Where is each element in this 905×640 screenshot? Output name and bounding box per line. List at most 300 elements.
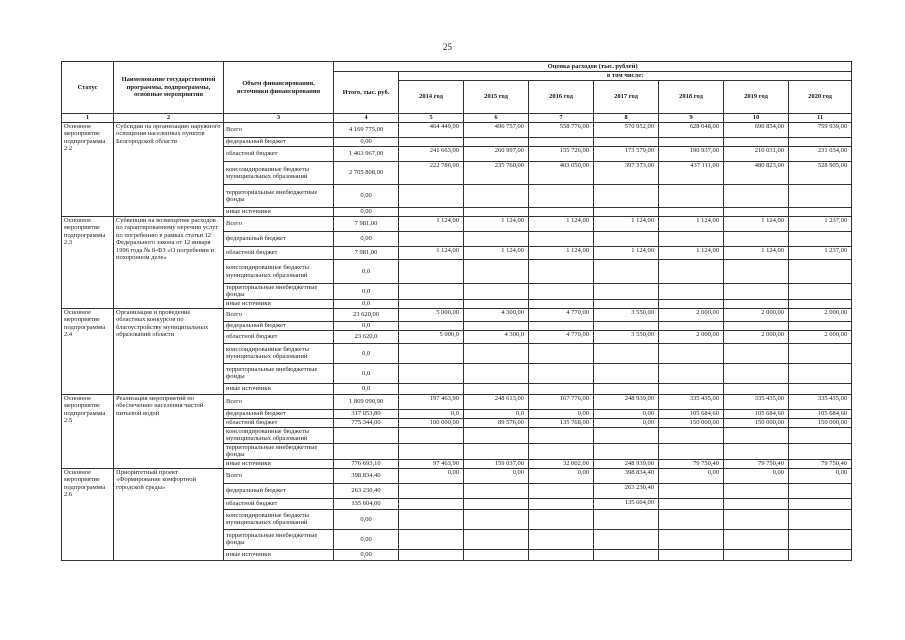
total-cell: 0,00 [334, 232, 399, 247]
year-value-cell [464, 443, 529, 459]
year-value-cell: 4 300,00 [464, 308, 529, 321]
year-value-cell [724, 498, 789, 509]
year-value-cell [789, 138, 852, 147]
year-value-cell: 690 854,00 [724, 123, 789, 138]
year-value-cell: 1 124,00 [724, 217, 789, 232]
year-value-cell [724, 138, 789, 147]
funding-source: консолидированные бюджеты муниципальных образований [224, 260, 334, 284]
year-value-cell [594, 383, 659, 394]
year-value-cell [724, 232, 789, 247]
year-value-cell [529, 343, 594, 363]
year-value-cell [464, 549, 529, 560]
total-cell [334, 427, 399, 443]
year-value-cell [529, 321, 594, 330]
total-cell: 0,0 [334, 284, 399, 300]
funding-source: федеральный бюджет [224, 138, 334, 147]
year-value-cell [399, 509, 464, 529]
year-value-cell [659, 321, 724, 330]
total-cell: 2 705 808,00 [334, 162, 399, 185]
year-value-cell [399, 443, 464, 459]
year-value-cell [464, 138, 529, 147]
year-value-cell [399, 260, 464, 284]
section-status: Основное мероприятие подпрограммы 2.6 [62, 468, 114, 560]
funding-source: областной бюджет [224, 418, 334, 427]
funding-source: территориальные внебюджетные фонды [224, 185, 334, 208]
year-value-cell [464, 260, 529, 284]
total-cell: 1 869 090,90 [334, 394, 399, 409]
year-value-cell [789, 509, 852, 529]
year-value-cell: 1 124,00 [659, 247, 724, 260]
year-value-cell [594, 549, 659, 560]
year-value-cell [399, 284, 464, 300]
year-value-cell: 1 124,00 [659, 217, 724, 232]
section-status: Основное мероприятие подпрограммы 2.2 [62, 123, 114, 217]
year-value-cell: 248 939,00 [594, 394, 659, 409]
year-value-cell [594, 443, 659, 459]
year-value-cell [594, 185, 659, 208]
funding-source: иные источники [224, 549, 334, 560]
year-value-cell [659, 483, 724, 498]
year-value-cell [464, 363, 529, 383]
year-value-cell: 335 435,00 [724, 394, 789, 409]
year-value-cell: 464 449,00 [399, 123, 464, 138]
year-value-cell [659, 363, 724, 383]
year-value-cell [789, 443, 852, 459]
year-value-cell [789, 549, 852, 560]
year-value-cell [659, 185, 724, 208]
total-cell: 1 463 967,00 [334, 147, 399, 162]
year-value-cell [529, 529, 594, 549]
funding-source: Всего [224, 123, 334, 138]
page-number: 25 [443, 42, 452, 52]
year-value-cell [594, 138, 659, 147]
year-value-cell [789, 498, 852, 509]
table-row [62, 217, 852, 232]
year-value-cell: 558 776,00 [529, 123, 594, 138]
total-cell: 0,00 [334, 138, 399, 147]
funding-source: федеральный бюджет [224, 409, 334, 418]
year-value-cell: 397 373,00 [594, 162, 659, 185]
total-cell: 263 230,40 [334, 483, 399, 498]
year-value-cell: 528 905,00 [789, 162, 852, 185]
funding-source: областной бюджет [224, 330, 334, 343]
year-value-cell [789, 260, 852, 284]
year-value-cell [529, 509, 594, 529]
section-status: Основное мероприятие подпрограммы 2.5 [62, 394, 114, 468]
year-value-cell: 241 663,00 [399, 147, 464, 162]
year-value-cell: 1 124,00 [399, 247, 464, 260]
year-value-cell: 32 002,00 [529, 459, 594, 468]
year-value-cell: 0,00 [529, 409, 594, 418]
year-value-cell [789, 483, 852, 498]
year-value-cell [659, 509, 724, 529]
year-value-cell [399, 138, 464, 147]
year-value-cell: 1 124,00 [529, 247, 594, 260]
year-value-cell: 2 000,00 [724, 330, 789, 343]
year-value-cell [464, 427, 529, 443]
year-value-cell: 403 050,00 [529, 162, 594, 185]
year-value-cell: 437 111,00 [659, 162, 724, 185]
funding-source: Всего [224, 308, 334, 321]
funding-source: консолидированные бюджеты муниципальных образований [224, 509, 334, 529]
funding-source: областной бюджет [224, 147, 334, 162]
year-value-cell [529, 363, 594, 383]
funding-source: федеральный бюджет [224, 483, 334, 498]
year-value-cell: 248 613,00 [464, 394, 529, 409]
year-value-cell [594, 363, 659, 383]
year-value-cell: 4 770,00 [529, 308, 594, 321]
total-cell: 23 620,00 [334, 308, 399, 321]
year-value-cell: 1 124,00 [724, 247, 789, 260]
funding-source: консолидированные бюджеты муниципальных образований [224, 427, 334, 443]
funding-source: Всего [224, 217, 334, 232]
year-value-cell: 335 435,00 [789, 394, 852, 409]
year-value-cell [724, 343, 789, 363]
year-value-cell [659, 260, 724, 284]
year-value-cell: 2 000,00 [789, 308, 852, 321]
funding-source: федеральный бюджет [224, 321, 334, 330]
year-value-cell [529, 208, 594, 217]
year-value-cell [464, 529, 529, 549]
table-row [62, 394, 852, 409]
total-cell: 0,0 [334, 363, 399, 383]
header-year-3: 2016 год [529, 81, 594, 114]
year-value-cell [529, 427, 594, 443]
header-year-5: 2018 год [659, 81, 724, 114]
year-value-cell: 105 684,60 [789, 409, 852, 418]
year-value-cell [789, 343, 852, 363]
section-name: Приоритетный проект «Формирование комфортной городской среды» [114, 468, 224, 560]
year-value-cell: 480 823,00 [724, 162, 789, 185]
year-value-cell [789, 363, 852, 383]
year-value-cell [529, 498, 594, 509]
total-cell: 0,0 [334, 299, 399, 308]
year-value-cell: 79 750,40 [724, 459, 789, 468]
year-value-cell: 759 939,00 [789, 123, 852, 138]
year-value-cell [659, 343, 724, 363]
total-cell [334, 443, 399, 459]
year-value-cell [659, 498, 724, 509]
year-value-cell: 1 237,00 [789, 217, 852, 232]
year-value-cell [529, 185, 594, 208]
year-value-cell: 231 034,00 [789, 147, 852, 162]
year-value-cell [659, 299, 724, 308]
year-value-cell [529, 549, 594, 560]
year-value-cell [594, 529, 659, 549]
year-value-cell: 105 684,60 [659, 409, 724, 418]
year-value-cell [724, 483, 789, 498]
year-value-cell: 190 937,00 [659, 147, 724, 162]
year-value-cell [789, 185, 852, 208]
year-value-cell [659, 284, 724, 300]
total-cell: 0,00 [334, 509, 399, 529]
funding-source: областной бюджет [224, 498, 334, 509]
year-value-cell [464, 232, 529, 247]
year-value-cell [594, 299, 659, 308]
year-value-cell: 97 463,90 [399, 459, 464, 468]
year-value-cell: 2 000,00 [659, 308, 724, 321]
year-value-cell [594, 427, 659, 443]
header-year-6: 2019 год [724, 81, 789, 114]
year-value-cell: 100 000,00 [399, 418, 464, 427]
table-row [62, 308, 852, 321]
year-value-cell: 2 000,00 [789, 330, 852, 343]
year-value-cell: 0,00 [464, 468, 529, 483]
year-value-cell [399, 383, 464, 394]
year-value-cell [659, 443, 724, 459]
year-value-cell [724, 299, 789, 308]
funding-source: Всего [224, 394, 334, 409]
year-value-cell: 0,00 [399, 468, 464, 483]
year-value-cell [464, 498, 529, 509]
year-value-cell: 150 000,00 [724, 418, 789, 427]
year-value-cell [789, 383, 852, 394]
column-number-4: 4 [334, 114, 399, 123]
total-cell: 7 981,00 [334, 247, 399, 260]
year-value-cell: 4 770,00 [529, 330, 594, 343]
year-value-cell: 210 031,00 [724, 147, 789, 162]
year-value-cell [724, 185, 789, 208]
year-value-cell [399, 185, 464, 208]
year-value-cell: 2 000,00 [659, 330, 724, 343]
year-value-cell [399, 427, 464, 443]
year-value-cell [594, 260, 659, 284]
header-year-4: 2017 год [594, 81, 659, 114]
year-value-cell [529, 299, 594, 308]
year-value-cell [399, 529, 464, 549]
section-name: Реализация мероприятий по обеспечению населения чистой питьевой водой [114, 394, 224, 468]
year-value-cell [464, 208, 529, 217]
column-number-10: 10 [724, 114, 789, 123]
total-cell: 23 620,0 [334, 330, 399, 343]
year-value-cell [529, 260, 594, 284]
year-value-cell: 1 124,00 [399, 217, 464, 232]
year-value-cell [724, 529, 789, 549]
year-value-cell [594, 343, 659, 363]
total-cell: 0,00 [334, 549, 399, 560]
year-value-cell: 167 776,00 [529, 394, 594, 409]
funding-source: иные источники [224, 383, 334, 394]
column-number-2: 2 [114, 114, 224, 123]
year-value-cell: 105 684,60 [724, 409, 789, 418]
year-value-cell [724, 427, 789, 443]
header-estimate: Оценка расходов (тыс. рублей) [334, 62, 852, 72]
year-value-cell [529, 483, 594, 498]
section-name: Субсидии на организацию наружного освещения населенных пунктов Белгородской области [114, 123, 224, 217]
year-value-cell [659, 529, 724, 549]
year-value-cell: 263 230,40 [594, 483, 659, 498]
header-status: Статус [62, 62, 114, 114]
funding-source: консолидированные бюджеты муниципальных образований [224, 162, 334, 185]
total-cell: 398 834,40 [334, 468, 399, 483]
column-number-11: 11 [789, 114, 852, 123]
year-value-cell: 222 786,00 [399, 162, 464, 185]
year-value-cell [399, 321, 464, 330]
year-value-cell: 0,00 [594, 409, 659, 418]
section-name: Субвенции на возмещение расходов по гарантированному перечню услуг по погребению в рамках статьи 12 Федерального закона от 12 января 1996 года № 8-ФЗ «О погребении и похоронном деле» [114, 217, 224, 309]
year-value-cell [724, 549, 789, 560]
header-including: в том числе: [399, 72, 852, 81]
year-value-cell [529, 443, 594, 459]
total-cell: 0,0 [334, 321, 399, 330]
year-value-cell [399, 483, 464, 498]
year-value-cell: 0,0 [464, 409, 529, 418]
year-value-cell [594, 232, 659, 247]
column-number-3: 3 [224, 114, 334, 123]
year-value-cell: 260 997,00 [464, 147, 529, 162]
total-cell: 0,00 [334, 185, 399, 208]
year-value-cell: 150 000,00 [789, 418, 852, 427]
header-year-7: 2020 год [789, 81, 852, 114]
funding-source: территориальные внебюджетные фонды [224, 284, 334, 300]
column-number-8: 8 [594, 114, 659, 123]
year-value-cell [789, 284, 852, 300]
year-value-cell [659, 383, 724, 394]
year-value-cell [464, 299, 529, 308]
year-value-cell [594, 284, 659, 300]
year-value-cell: 135 604,00 [594, 498, 659, 509]
year-value-cell [659, 232, 724, 247]
year-value-cell: 3 550,00 [594, 308, 659, 321]
year-value-cell: 0,00 [594, 418, 659, 427]
year-value-cell [789, 529, 852, 549]
year-value-cell [399, 498, 464, 509]
year-value-cell [789, 232, 852, 247]
year-value-cell: 79 750,40 [789, 459, 852, 468]
budget-table [61, 61, 852, 561]
funding-source: территориальные внебюджетные фонды [224, 529, 334, 549]
funding-source: территориальные внебюджетные фонды [224, 363, 334, 383]
year-value-cell [594, 208, 659, 217]
total-cell: 0,00 [334, 208, 399, 217]
year-value-cell [464, 185, 529, 208]
year-value-cell: 248 939,00 [594, 459, 659, 468]
year-value-cell: 4 300,0 [464, 330, 529, 343]
total-cell: 775 344,00 [334, 418, 399, 427]
column-index-row [62, 114, 852, 123]
year-value-cell [399, 208, 464, 217]
column-number-5: 5 [399, 114, 464, 123]
funding-source: федеральный бюджет [224, 232, 334, 247]
year-value-cell: 2 000,00 [724, 308, 789, 321]
year-value-cell [789, 208, 852, 217]
year-value-cell [529, 284, 594, 300]
year-value-cell [529, 232, 594, 247]
year-value-cell: 335 435,00 [659, 394, 724, 409]
total-cell: 0,0 [334, 343, 399, 363]
funding-source: областной бюджет [224, 247, 334, 260]
funding-source: иные источники [224, 299, 334, 308]
total-cell: 776 693,10 [334, 459, 399, 468]
total-cell: 317 053,80 [334, 409, 399, 418]
year-value-cell [724, 321, 789, 330]
year-value-cell [724, 383, 789, 394]
total-cell: 4 169 775,00 [334, 123, 399, 138]
year-value-cell: 235 760,00 [464, 162, 529, 185]
year-value-cell [399, 343, 464, 363]
year-value-cell [724, 284, 789, 300]
year-value-cell [464, 509, 529, 529]
year-value-cell: 0,0 [399, 409, 464, 418]
year-value-cell [789, 321, 852, 330]
year-value-cell: 3 550,00 [594, 330, 659, 343]
year-value-cell: 0,00 [724, 468, 789, 483]
year-value-cell: 1 124,00 [594, 217, 659, 232]
year-value-cell: 0,00 [529, 468, 594, 483]
year-value-cell: 5 000,0 [399, 330, 464, 343]
year-value-cell [594, 509, 659, 529]
section-status: Основное мероприятие подпрограммы 2.4 [62, 308, 114, 394]
total-cell: 0,0 [334, 260, 399, 284]
column-number-7: 7 [529, 114, 594, 123]
year-value-cell [659, 549, 724, 560]
year-value-cell [659, 138, 724, 147]
year-value-cell: 398 834,40 [594, 468, 659, 483]
year-value-cell [529, 138, 594, 147]
year-value-cell: 150 000,00 [659, 418, 724, 427]
year-value-cell: 79 750,40 [659, 459, 724, 468]
year-value-cell [464, 321, 529, 330]
funding-source: Всего [224, 468, 334, 483]
year-value-cell [399, 232, 464, 247]
total-cell: 0,00 [334, 529, 399, 549]
year-value-cell: 197 463,90 [399, 394, 464, 409]
year-value-cell: 173 579,00 [594, 147, 659, 162]
column-number-9: 9 [659, 114, 724, 123]
year-value-cell [464, 483, 529, 498]
funding-source: территориальные внебюджетные фонды [224, 443, 334, 459]
year-value-cell [724, 260, 789, 284]
header-year-1: 2014 год [399, 81, 464, 114]
year-value-cell [789, 299, 852, 308]
year-value-cell: 628 048,00 [659, 123, 724, 138]
year-value-cell: 0,00 [789, 468, 852, 483]
year-value-cell [529, 383, 594, 394]
year-value-cell: 1 124,00 [464, 247, 529, 260]
total-cell: 135 604,00 [334, 498, 399, 509]
year-value-cell: 1 124,00 [594, 247, 659, 260]
year-value-cell [724, 363, 789, 383]
column-number-6: 6 [464, 114, 529, 123]
funding-source: иные источники [224, 208, 334, 217]
table-row [62, 123, 852, 138]
header-funding: Объем финансирования, источники финансирования [224, 62, 334, 114]
year-value-cell [594, 321, 659, 330]
year-value-cell: 570 952,00 [594, 123, 659, 138]
year-value-cell [724, 443, 789, 459]
funding-source: иные источники [224, 459, 334, 468]
year-value-cell: 155 726,00 [529, 147, 594, 162]
year-value-cell: 89 576,00 [464, 418, 529, 427]
header-total: Итого, тыс. руб. [334, 72, 399, 114]
year-value-cell: 5 000,00 [399, 308, 464, 321]
header-row-1 [62, 62, 852, 72]
year-value-cell [724, 509, 789, 529]
year-value-cell: 1 124,00 [529, 217, 594, 232]
total-cell: 7 981,00 [334, 217, 399, 232]
total-cell: 0,0 [334, 383, 399, 394]
section-name: Организация и проведение областных конкурсов по благоустройству муниципальных образований области [114, 308, 224, 394]
column-number-1: 1 [62, 114, 114, 123]
header-year-2: 2015 год [464, 81, 529, 114]
year-value-cell [464, 383, 529, 394]
year-value-cell [659, 208, 724, 217]
year-value-cell: 0,00 [659, 468, 724, 483]
year-value-cell [464, 343, 529, 363]
year-value-cell: 159 037,00 [464, 459, 529, 468]
header-name: Наименование государственной программы, подпрограммы, основные мероприятия [114, 62, 224, 114]
year-value-cell [399, 549, 464, 560]
